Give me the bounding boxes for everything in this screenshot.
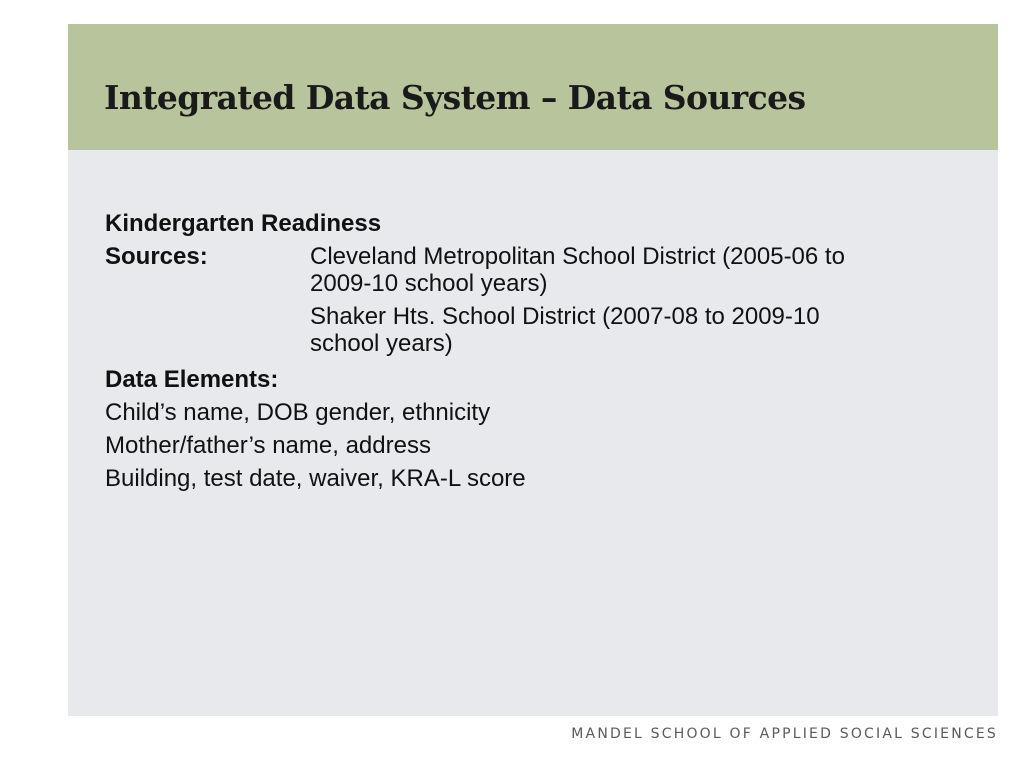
data-element-item: Building, test date, waiver, KRA-L score xyxy=(105,465,526,492)
data-element-item: Mother/father’s name, address xyxy=(105,432,431,459)
sources-list xyxy=(310,240,890,363)
sources-row xyxy=(105,240,905,363)
data-element-item: Child’s name, DOB gender, ethnicity xyxy=(105,399,491,426)
sources-label: Sources: xyxy=(105,243,208,270)
institution-footer: MANDEL SCHOOL OF APPLIED SOCIAL SCIENCES xyxy=(571,726,998,742)
section-heading: Kindergarten Readiness xyxy=(105,210,382,237)
source-item: Shaker Hts. School District (2007-08 to 2009-10 school years) xyxy=(310,303,820,357)
data-elements-label: Data Elements: xyxy=(105,366,279,393)
content-panel xyxy=(68,150,998,716)
content-body xyxy=(105,207,905,495)
slide-title: Integrated Data System – Data Sources xyxy=(104,78,806,117)
title-band xyxy=(68,24,998,150)
source-item: Cleveland Metropolitan School District (2005-06 to 2009-10 school years) xyxy=(310,243,845,297)
